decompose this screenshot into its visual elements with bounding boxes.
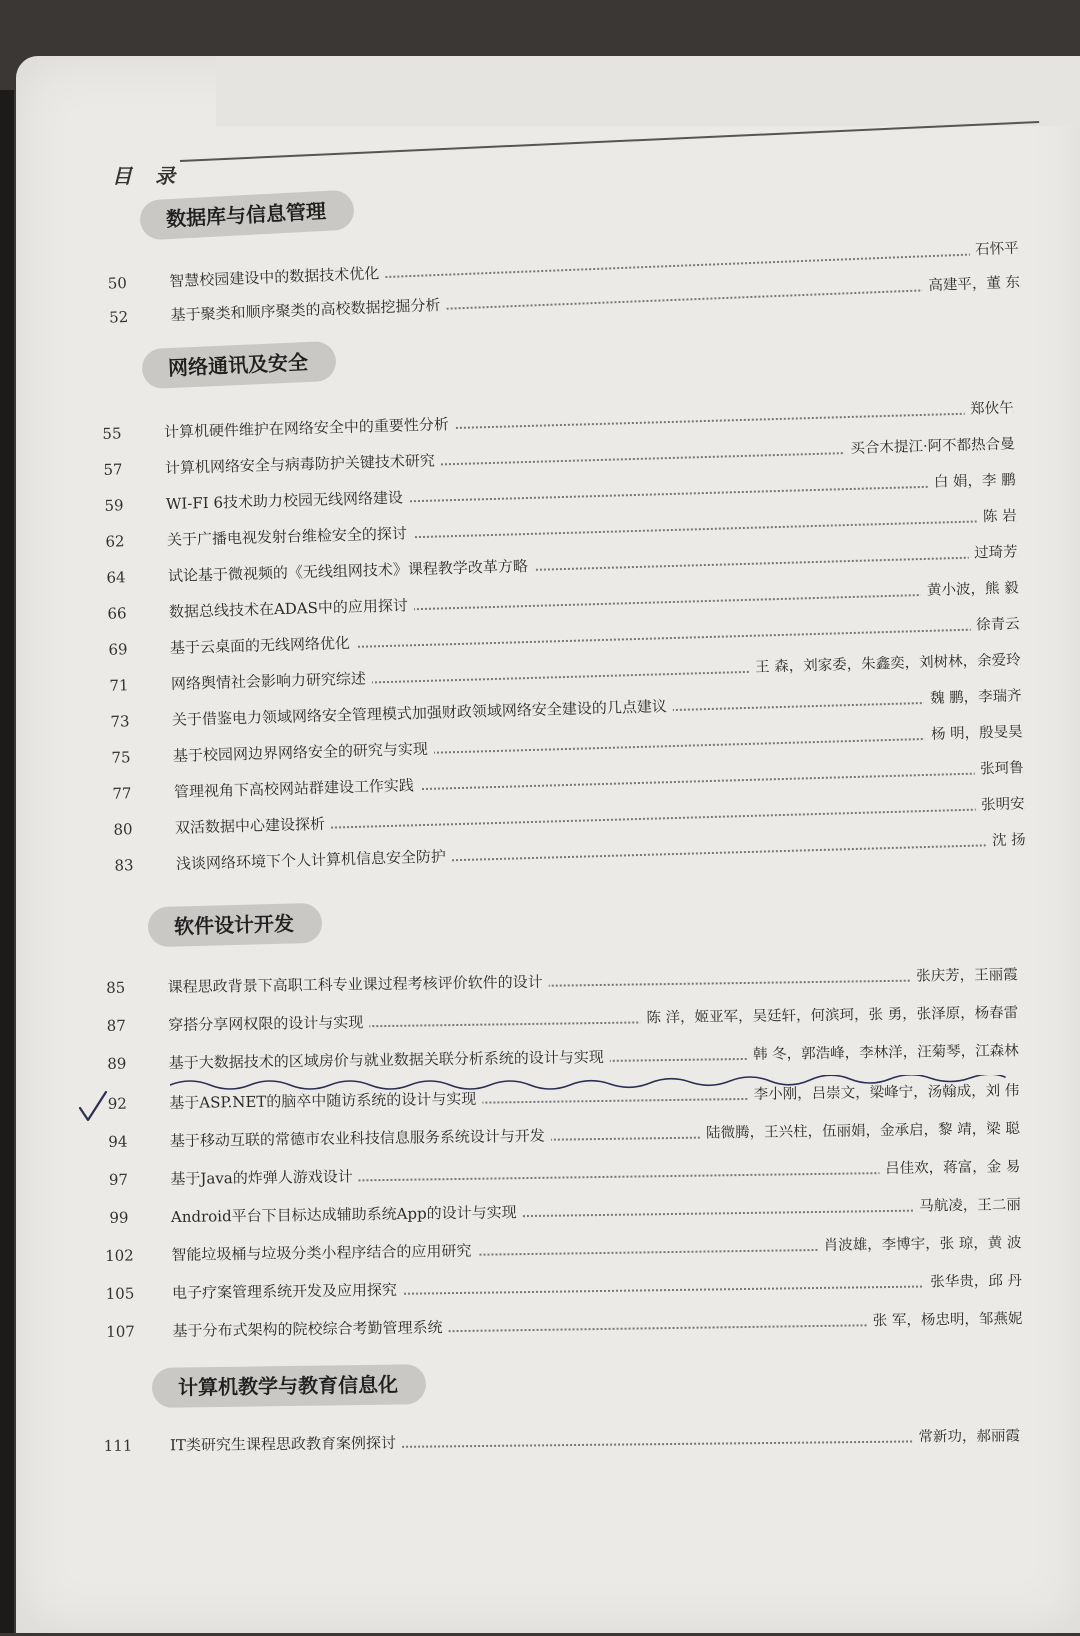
page-number: 57 <box>103 460 123 479</box>
toc-header-label: 目 录 <box>112 164 183 188</box>
entry-title: 电子疗案管理系统开发及应用探究 <box>172 1276 403 1307</box>
entry-title: Android平台下目标达成辅助系统App的设计与实现 <box>171 1198 523 1231</box>
entry-authors: 马航凌，王二丽 <box>913 1191 1021 1220</box>
entry-authors: 王 森，刘家委，朱鑫奕，刘树林，余爱玲 <box>749 646 1021 682</box>
entry-authors: 吕佳欢，蒋富，金 易 <box>879 1153 1020 1183</box>
entry-authors: 张华贵，邱 丹 <box>924 1267 1022 1296</box>
entry-authors: 张明安 <box>975 790 1025 819</box>
entry-title: 基于校园网边界网络安全的研究与实现 <box>173 735 435 770</box>
entry-title: 试论基于微视频的《无线组网技术》课程教学改革方略 <box>168 552 535 590</box>
page-number: 75 <box>111 748 131 767</box>
page-number: 50 <box>107 273 128 293</box>
entry-title: 基于分布式架构的院校综合考勤管理系统 <box>172 1313 448 1345</box>
entry-authors: 张 军，杨忠明，邹燕妮 <box>867 1305 1023 1335</box>
page-number: 69 <box>108 640 128 659</box>
entry-authors: 郑伙午 <box>964 394 1014 423</box>
entry-authors: 张珂鲁 <box>974 754 1024 783</box>
page-number: 92 <box>107 1094 128 1113</box>
section-heading-database: 数据库与信息管理 <box>139 189 355 240</box>
entry-authors: 沈 扬 <box>986 826 1026 855</box>
page-number: 55 <box>102 424 122 443</box>
page-number: 52 <box>108 307 129 327</box>
entry-title: 数据总线技术在ADAS中的应用探讨 <box>169 591 415 626</box>
entry-title: 智慧校园建设中的数据技术优化 <box>169 259 386 295</box>
entry-title: 基于云桌面的无线网络优化 <box>170 629 357 662</box>
section-heading-software: 软件设计开发 <box>148 903 323 948</box>
entry-title: 管理视角下高校网站群建设工作实践 <box>174 771 421 806</box>
entry-authors: 肖波雄，李博宇，张 琼，黄 波 <box>817 1229 1021 1260</box>
page-number: 59 <box>104 496 124 515</box>
page-number: 89 <box>107 1054 127 1073</box>
entry-authors: 白 娟，李 鹏 <box>928 466 1016 496</box>
page-number: 85 <box>106 978 126 997</box>
entry-authors: 陈 洋，姬亚军，吴廷轩，何滨珂，张 勇，张泽原，杨春雷 <box>640 999 1018 1032</box>
entry-title: 关于借鉴电力领域网络安全管理模式加强财政领域网络安全建设的几点建议 <box>172 692 674 734</box>
entry-title: 基于Java的炸弹人游戏设计 <box>170 1162 359 1193</box>
page-number: 97 <box>108 1170 129 1189</box>
entry-authors: 黄小波，熊 毅 <box>921 574 1019 605</box>
entry-authors: 陈 岩 <box>977 502 1017 531</box>
entry-title: 基于聚类和顺序聚类的高校数据挖掘分析 <box>170 291 447 330</box>
entry-authors: 杨 明，殷旻昊 <box>925 718 1023 749</box>
entry-authors: 买合木提江·阿不都热合曼 <box>844 430 1015 463</box>
entry-authors: 陆微腾，王兴柱，伍丽娟，金承启，黎 靖，梁 聪 <box>700 1115 1020 1147</box>
section-heading-network: 网络通讯及安全 <box>141 341 337 389</box>
page-number: 99 <box>109 1208 129 1227</box>
page-number: 102 <box>105 1246 134 1265</box>
entry-authors: 过琦芳 <box>968 538 1018 567</box>
entry-authors: 徐青云 <box>970 610 1020 639</box>
page-number: 73 <box>110 712 130 731</box>
page-number: 62 <box>105 532 125 551</box>
entry-title: 智能垃圾桶与垃圾分类小程序结合的应用研究 <box>171 1237 477 1269</box>
page-number: 105 <box>105 1284 135 1303</box>
entry-title: 课程思政背景下高职工科专业课过程考核评价软件的设计 <box>168 968 549 1001</box>
entry-title: 计算机硬件维护在网络安全中的重要性分析 <box>164 410 456 446</box>
entry-title: 穿搭分享网权限的设计与实现 <box>168 1008 369 1039</box>
page-number: 111 <box>103 1436 133 1455</box>
entry-authors: 李小刚，吕崇文，梁峰宁，汤翰成，刘 伟 <box>747 1077 1019 1109</box>
entry-title: 双活数据中心建设探析 <box>175 810 332 842</box>
section-heading-education: 计算机教学与教育信息化 <box>152 1364 427 1408</box>
page-number: 87 <box>106 1016 126 1035</box>
entry-title: 基于大数据技术的区域房价与就业数据关联分析系统的设计与实现 <box>169 1043 610 1077</box>
page-number: 64 <box>106 568 126 587</box>
entry-title: 网络舆情社会影响力研究综述 <box>171 664 373 698</box>
page-number: 80 <box>113 820 133 839</box>
entry-authors: 石怀平 <box>969 235 1020 265</box>
entry-title: IT类研究生课程思政教育案例探讨 <box>170 1429 402 1459</box>
entry-authors: 张庆芳，王丽霞 <box>910 961 1018 990</box>
entry-authors: 高建平，董 东 <box>922 269 1021 301</box>
page-number: 66 <box>107 604 127 623</box>
entry-authors: 常新功，郝丽霞 <box>912 1422 1020 1451</box>
page-number: 94 <box>108 1132 128 1151</box>
page-number: 77 <box>112 784 132 803</box>
entry-authors: 魏 鹏，李瑞齐 <box>924 682 1022 713</box>
entry-title: 基于移动互联的常德市农业科技信息服务系统设计与开发 <box>170 1122 551 1155</box>
page-number: 83 <box>114 856 134 875</box>
entry-authors: 韩 冬，郭浩峰，李林洋，汪菊琴，江森林 <box>747 1037 1019 1069</box>
entry-title: 基于ASP.NET的脑卒中随访系统的设计与实现 <box>169 1085 482 1117</box>
entry-title: 计算机网络安全与病毒防护关键技术研究 <box>165 446 442 482</box>
page-number: 107 <box>106 1322 135 1341</box>
entry-title: 关于广播电视发射台维检安全的探讨 <box>167 519 414 554</box>
entry-title: WI-FI 6技术助力校园无线网络建设 <box>166 483 410 518</box>
toc-entry[interactable] <box>100 1422 1020 1460</box>
page-number: 71 <box>109 676 129 695</box>
entry-title: 浅谈网络环境下个人计算机信息安全防护 <box>176 842 453 878</box>
